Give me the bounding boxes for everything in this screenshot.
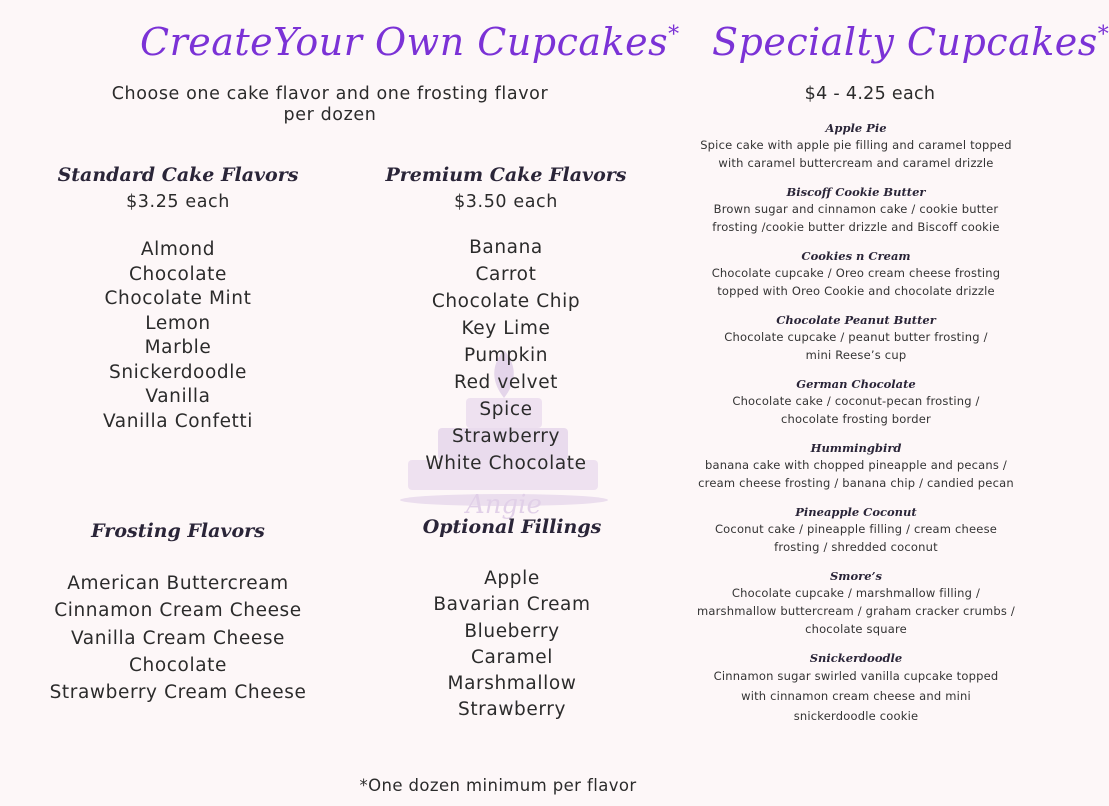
list-item: Marble [144,337,212,358]
standard-section [48,164,308,434]
title-asterisk: * [668,22,680,48]
specialty-name: Hummingbird [810,441,902,455]
specialty-name: Smore’s [830,569,882,583]
specialty-name: Cookies n Cream [801,249,911,263]
specialty-item [688,376,1024,428]
specialty-desc: Chocolate cupcake / marshmallow filling / marshmallow buttercream / graham cracker crumbs / chocolate square [696,586,1016,636]
watermark-text: Angie [466,490,542,520]
list-item: Key Lime [461,318,551,339]
premium-price: $3.50 each [454,192,558,212]
subtitle-line-1: Choose one cake flavor and one frosting flavor [111,84,549,104]
specialty-name: Snickerdoodle [809,651,903,665]
specialty-item [688,440,1024,492]
subtitle [90,84,570,126]
specialty-item [688,504,1024,556]
specialty-desc: Chocolate cupcake / Oreo cream cheese frosting topped with Oreo Cookie and chocolate drizzle [711,266,1001,298]
list-item: Vanilla [145,386,211,407]
specialty-asterisk: * [1097,22,1109,48]
specialty-desc: Coconut cake / pineapple filling / cream cheese frosting / shredded coconut [714,522,998,554]
specialty-name: Pineapple Coconut [795,505,917,519]
list-item: Strawberry Cream Cheese [49,682,307,704]
specialty-desc: Chocolate cupcake / peanut butter frosting / mini Reese’s cup [724,330,988,362]
subtitle-line-2: per dozen [283,105,377,125]
specialty-desc: Chocolate cake / coconut-pecan frosting / chocolate frosting border [732,394,980,426]
list-item: Vanilla Cream Cheese [70,627,286,649]
premium-list [376,234,636,477]
specialty-name: Apple Pie [825,121,887,135]
frosting-title: Frosting Flavors [91,520,265,542]
specialty-name: German Chocolate [796,377,916,391]
specialty-desc: Cinnamon sugar swirled vanilla cupcake topped with cinnamon cream cheese and mini snickerdoodle cookie [713,669,999,723]
premium-title: Premium Cake Flavors [385,164,627,186]
frosting-section [38,520,318,706]
specialty-name: Chocolate Peanut Butter [776,313,936,327]
list-item: White Chocolate [425,453,587,474]
specialty-item [688,120,1024,172]
standard-list [48,238,308,434]
list-item: American Buttercream [67,573,289,594]
list-item: Chocolate Chip [431,291,581,312]
create-your-own-title [140,20,680,64]
specialty-item [688,568,1024,638]
list-item: Strawberry [457,699,567,721]
list-item: Blueberry [464,620,560,642]
list-item: Red velvet [453,372,559,393]
fillings-section [392,516,632,724]
list-item: Pumpkin [463,345,549,366]
footnote: *One dozen minimum per flavor [359,776,637,795]
specialty-name: Biscoff Cookie Butter [786,185,926,199]
specialty-title [712,20,1109,64]
specialty-desc: Spice cake with apple pie filling and caramel topped with caramel buttercream and caramel drizzle [700,138,1012,170]
specialty-list [688,120,1024,738]
list-item: Bavarian Cream [433,594,591,616]
specialty-price: $4 - 4.25 each [804,84,936,104]
list-item: Vanilla Confetti [102,410,254,432]
list-item: Almond [140,239,216,260]
list-item: Carrot [475,264,537,285]
list-item: Spice [479,399,533,420]
fillings-list [392,566,632,724]
standard-price: $3.25 each [126,192,230,212]
list-item: Snickerdoodle [109,361,247,383]
specialty-item [688,312,1024,364]
specialty-title-text: Specialty Cupcakes [712,20,1098,64]
list-item: Lemon [145,312,211,334]
list-item: Apple [484,568,540,589]
list-item: Banana [469,237,543,258]
fillings-title: Optional Fillings [422,516,602,538]
specialty-desc: Brown sugar and cinnamon cake / cookie butter frosting /cookie butter drizzle and Biscoff cookie [712,202,1000,234]
list-item: Cinnamon Cream Cheese [54,600,302,622]
create-title-text: CreateYour Own Cupcakes [140,20,669,64]
frosting-list [38,570,318,706]
specialty-item [688,650,1024,726]
list-item: Caramel [471,646,553,668]
specialty-item [688,184,1024,236]
premium-section [376,164,636,477]
list-item: Strawberry [451,426,561,447]
specialty-item [688,248,1024,300]
list-item: Chocolate [129,654,227,676]
list-item: Chocolate Mint [104,288,252,309]
list-item: Chocolate [129,263,227,285]
standard-title: Standard Cake Flavors [57,164,299,186]
list-item: Marshmallow [447,673,577,695]
specialty-desc: banana cake with chopped pineapple and pecans / cream cheese frosting / banana chip / candied pecan [698,458,1014,490]
